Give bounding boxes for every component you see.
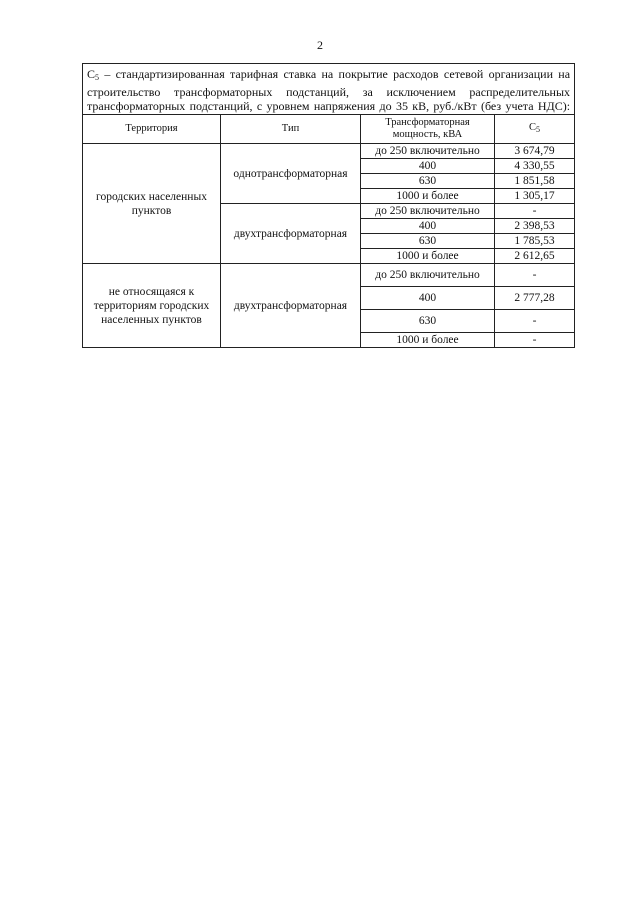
header-type: Тип <box>221 115 361 144</box>
header-c5 <box>495 115 575 144</box>
table-row <box>83 264 575 287</box>
intro-cell <box>83 64 575 115</box>
power-cell: 1000 и более <box>361 249 495 264</box>
value-cell: 1 851,58 <box>495 174 575 189</box>
value-cell: 1 305,17 <box>495 189 575 204</box>
value-cell: 4 330,55 <box>495 159 575 174</box>
value-cell: 1 785,53 <box>495 234 575 249</box>
territory-cell: не относящаяся к территориям городских населенных пунктов <box>83 264 221 348</box>
power-cell: 400 <box>361 159 495 174</box>
power-cell: до 250 включительно <box>361 204 495 219</box>
power-cell: 400 <box>361 287 495 310</box>
value-cell: 2 398,53 <box>495 219 575 234</box>
value-cell: 2 612,65 <box>495 249 575 264</box>
value-cell: - <box>495 264 575 287</box>
intro-row <box>83 64 575 115</box>
header-c5-symbol: С <box>529 122 537 133</box>
value-cell: - <box>495 204 575 219</box>
tariff-table <box>82 63 575 348</box>
value-cell: - <box>495 310 575 333</box>
value-cell: - <box>495 333 575 348</box>
power-cell: до 250 включительно <box>361 264 495 287</box>
power-cell: 630 <box>361 174 495 189</box>
value-cell: 2 777,28 <box>495 287 575 310</box>
power-cell: 1000 и более <box>361 189 495 204</box>
power-cell: 630 <box>361 234 495 249</box>
header-territory: Территория <box>83 115 221 144</box>
power-cell: до 250 включительно <box>361 144 495 159</box>
c5-symbol: С <box>87 67 96 81</box>
type-cell: двухтрансформаторная <box>221 264 361 348</box>
power-cell: 400 <box>361 219 495 234</box>
intro-text: – стандартизированная тарифная ставка на покрытие расходов сетевой организации на строительство трансформаторных подстанций, за исключением распределительных трансформаторных подстанций, с уровнем напряжения до 35 кВ, руб./кВт (без учета НДС): <box>87 67 571 113</box>
value-cell: 3 674,79 <box>495 144 575 159</box>
territory-cell: городских населенных пунктов <box>83 144 221 264</box>
c5-subscript: 5 <box>95 73 100 82</box>
header-power: Трансформаторная мощность, кВА <box>361 115 495 144</box>
header-c5-subscript: 5 <box>536 125 541 134</box>
table-row <box>83 144 575 159</box>
type-cell: двухтрансформаторная <box>221 204 361 264</box>
power-cell: 1000 и более <box>361 333 495 348</box>
type-cell: однотрансформаторная <box>221 144 361 204</box>
header-row <box>83 115 575 144</box>
page-number: 2 <box>317 38 323 52</box>
power-cell: 630 <box>361 310 495 333</box>
